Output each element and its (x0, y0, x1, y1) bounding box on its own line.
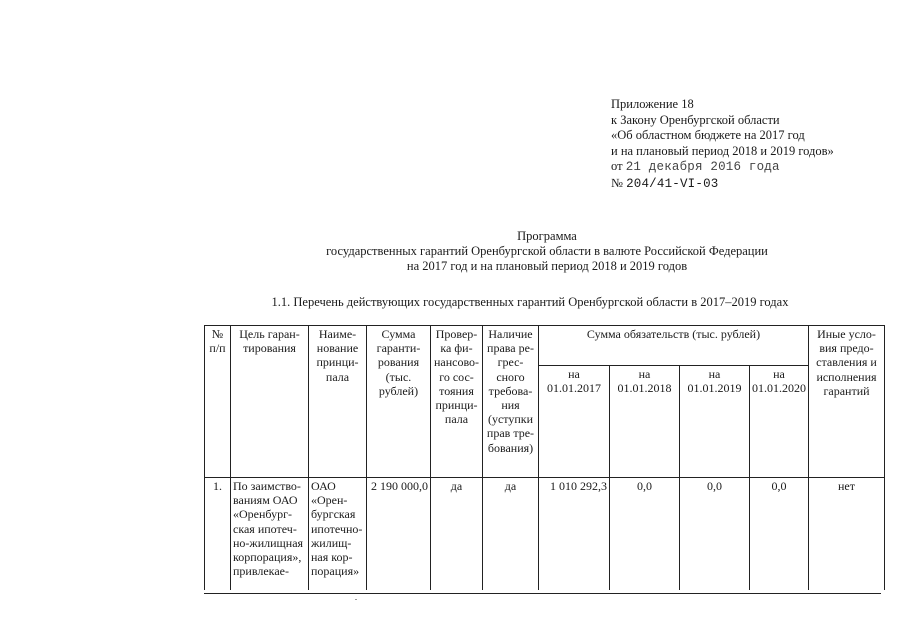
cell-2018: 0,0 (610, 478, 680, 590)
page-cut-line (204, 593, 881, 594)
number-prefix: № (611, 175, 623, 190)
header-date-2020: на 01.01.2020 (750, 366, 809, 478)
header-obligations: Сумма обязательств (тыс. рублей) (539, 326, 809, 366)
header-purpose: Цель гаран-тирования (231, 326, 309, 478)
cell-2017: 1 010 292,3 (539, 478, 610, 590)
title-line-1: Программа (517, 229, 577, 243)
header-regress: Наличие права ре-грес-сного требова-ния (уступки прав тре-бования) (483, 326, 539, 478)
cell-amount: 2 190 000,0 (367, 478, 431, 590)
cell-2020: 0,0 (750, 478, 809, 590)
number-value: 204/41-VI-03 (626, 176, 719, 191)
law-number (611, 176, 834, 193)
cell-check: да (431, 478, 483, 590)
header-row-1 (205, 326, 885, 366)
guarantees-table (204, 325, 885, 590)
cell-num: 1. (205, 478, 231, 590)
date-prefix: от (611, 159, 623, 173)
appendix-line: «Об областном бюджете на 2017 год (611, 128, 805, 142)
scan-speck (355, 599, 357, 600)
cell-2019: 0,0 (680, 478, 750, 590)
document-title (280, 229, 814, 274)
header-date-2019: на 01.01.2019 (680, 366, 750, 478)
header-amount: Сумма гаранти-рования (тыс. рублей) (367, 326, 431, 478)
header-other: Иные усло-вия предо-ставления и исполнения гарантий (809, 326, 885, 478)
section-subtitle: 1.1. Перечень действующих государственных гарантий Оренбургской области в 2017–2019 годах (271, 295, 789, 309)
appendix-line: к Закону Оренбургской области (611, 112, 780, 127)
title-line-2: государственных гарантий Оренбургской области в валюте Российской Федерации (326, 244, 768, 258)
header-principal: Наиме-нование принци-пала (309, 326, 367, 478)
cell-purpose: По заимство-ваниям ОАО «Оренбург-ская ипотеч-но-жилищная корпорация», привлекае- (231, 478, 309, 590)
appendix-line: Приложение 18 (611, 97, 694, 111)
header-date-2017: на 01.01.2017 (539, 366, 610, 478)
law-date (611, 159, 834, 176)
table-row (205, 478, 885, 590)
cell-regress: да (483, 478, 539, 590)
cell-principal: ОАО «Орен-бургская ипотечно-жилищ-ная кор-порация» (309, 478, 367, 590)
date-value: 21 декабря 2016 года (625, 160, 780, 174)
header-num: № п/п (205, 326, 231, 478)
cell-other: нет (809, 478, 885, 590)
appendix-block (611, 97, 834, 192)
title-line-3: на 2017 год и на плановый период 2018 и 2019 годов (406, 259, 688, 273)
appendix-line: и на плановый период 2018 и 2019 годов» (611, 143, 834, 158)
header-check: Провер-ка фи-нансово-го сос-тояния принци-пала (431, 326, 483, 478)
header-date-2018: на 01.01.2018 (610, 366, 680, 478)
